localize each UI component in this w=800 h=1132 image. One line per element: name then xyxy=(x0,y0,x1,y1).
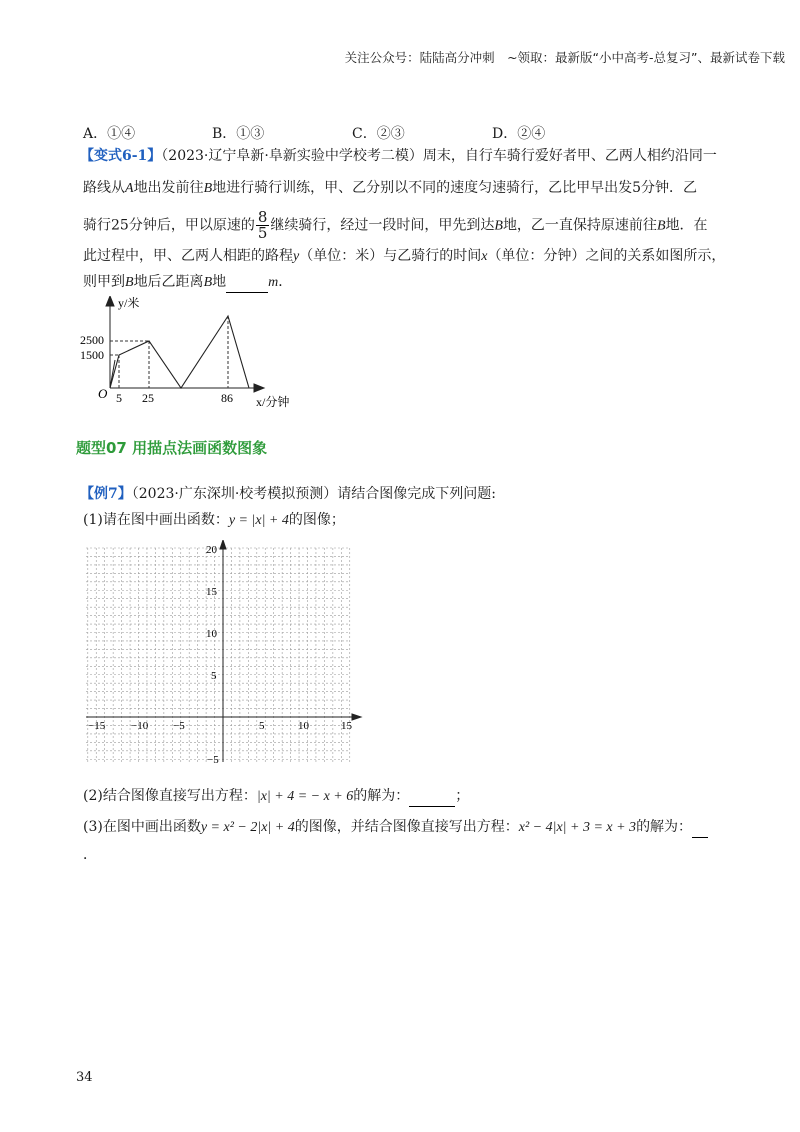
grid-x-15: 15 xyxy=(341,720,352,732)
grid-x-arrow xyxy=(352,714,361,720)
grid-y-neg5: −5 xyxy=(207,754,219,766)
page-number: 34 xyxy=(76,1070,93,1085)
grid-x-10: 10 xyxy=(298,720,309,732)
x-axis-label: x/分钟 xyxy=(256,395,290,409)
grid-y-10: 10 xyxy=(206,628,217,640)
example-tag: 【例7】 xyxy=(80,486,132,502)
y-axis-arrow xyxy=(106,296,114,306)
fraction-8-5: $\frac{8}{5}$ xyxy=(257,208,268,242)
question-3: (3)在图中画出函数y = x² − 2|x| + 4的图像，并结合图像直接写出方程：x² − 4|x| + 3 = x + 3的解为： xyxy=(83,817,708,838)
formula-2: |x| + 4 = − x + 6 xyxy=(256,789,354,804)
formula-4: x² − 4|x| + 3 = x + 3 xyxy=(518,820,637,835)
question-3-end: ． xyxy=(83,847,97,863)
variant-line-5: 则甲到B地后乙距离B地 m． xyxy=(83,272,292,293)
tick-1500: 1500 xyxy=(80,348,104,362)
answer-blank-3[interactable] xyxy=(692,817,708,838)
variant-tag: 【变式6-1】 xyxy=(80,148,162,164)
tick-5: 5 xyxy=(116,391,122,405)
x-axis-arrow xyxy=(254,384,264,392)
variant-line-1: 【变式6-1】（2023·辽宁阜新·阜新实验中学校考二模）周末，自行车骑行爱好者甲、乙两人相约沿同一 xyxy=(80,148,717,164)
formula-3: y = x² − 2|x| + 4 xyxy=(200,820,295,835)
variant-line-2: 路线从A地出发前往B地进行骑行训练，甲、乙分别以不同的速度匀速骑行，乙比甲早出发5分钟．乙 xyxy=(83,180,698,196)
grid-y-arrow xyxy=(220,540,226,549)
example-line-1: 【例7】（2023·广东深圳·校考模拟预测）请结合图像完成下列问题: xyxy=(80,486,496,502)
grid-x-neg5: −5 xyxy=(173,720,185,732)
variant-line-4: 此过程中，甲、乙两人相距的路程y（单位：米）与乙骑行的时间x（单位：分钟）之间的关系如图所示， xyxy=(83,248,726,264)
question-1: (1)请在图中画出函数：y = |x| + 4的图像； xyxy=(83,512,345,528)
variant-line-3: 骑行25分钟后，甲以原速的 $\frac{8}{5}$ 继续骑行，经过一段时间，甲先到达B地，乙一直保持原速前往B地．在 xyxy=(83,208,708,242)
grid-y-5: 5 xyxy=(211,670,217,682)
option-a: A．①④ xyxy=(83,126,136,142)
tick-25: 25 xyxy=(142,391,154,405)
grid-x-5: 5 xyxy=(259,720,265,732)
tick-2500: 2500 xyxy=(80,333,104,347)
grid-y-15: 15 xyxy=(206,586,217,598)
formula-1: y = |x| + 4 xyxy=(228,513,289,528)
question-2: (2)结合图像直接写出方程：|x| + 4 = − x + 6的解为： ； xyxy=(83,786,469,807)
section-title: 题型07 用描点法画函数图象 xyxy=(76,439,268,457)
answer-blank-2[interactable] xyxy=(409,786,455,807)
y-axis-label: y/米 xyxy=(118,296,140,310)
grid-y-20: 20 xyxy=(206,544,217,556)
option-d: D．②④ xyxy=(492,126,546,142)
option-c: C．②③ xyxy=(352,126,405,142)
coordinate-grid xyxy=(80,540,370,770)
answer-blank-1[interactable] xyxy=(226,272,268,293)
distance-time-graph xyxy=(80,296,290,414)
tick-86: 86 xyxy=(221,391,233,405)
grid-x-neg10: −10 xyxy=(131,720,149,732)
grid-x-neg15: −15 xyxy=(88,720,106,732)
option-b: B．①③ xyxy=(212,126,265,142)
origin-label: O xyxy=(98,386,108,401)
page-header: 关注公众号：陆陆高分冲刺 ~领取：最新版“小中高考-总复习”、最新试卷下载 xyxy=(344,50,785,65)
